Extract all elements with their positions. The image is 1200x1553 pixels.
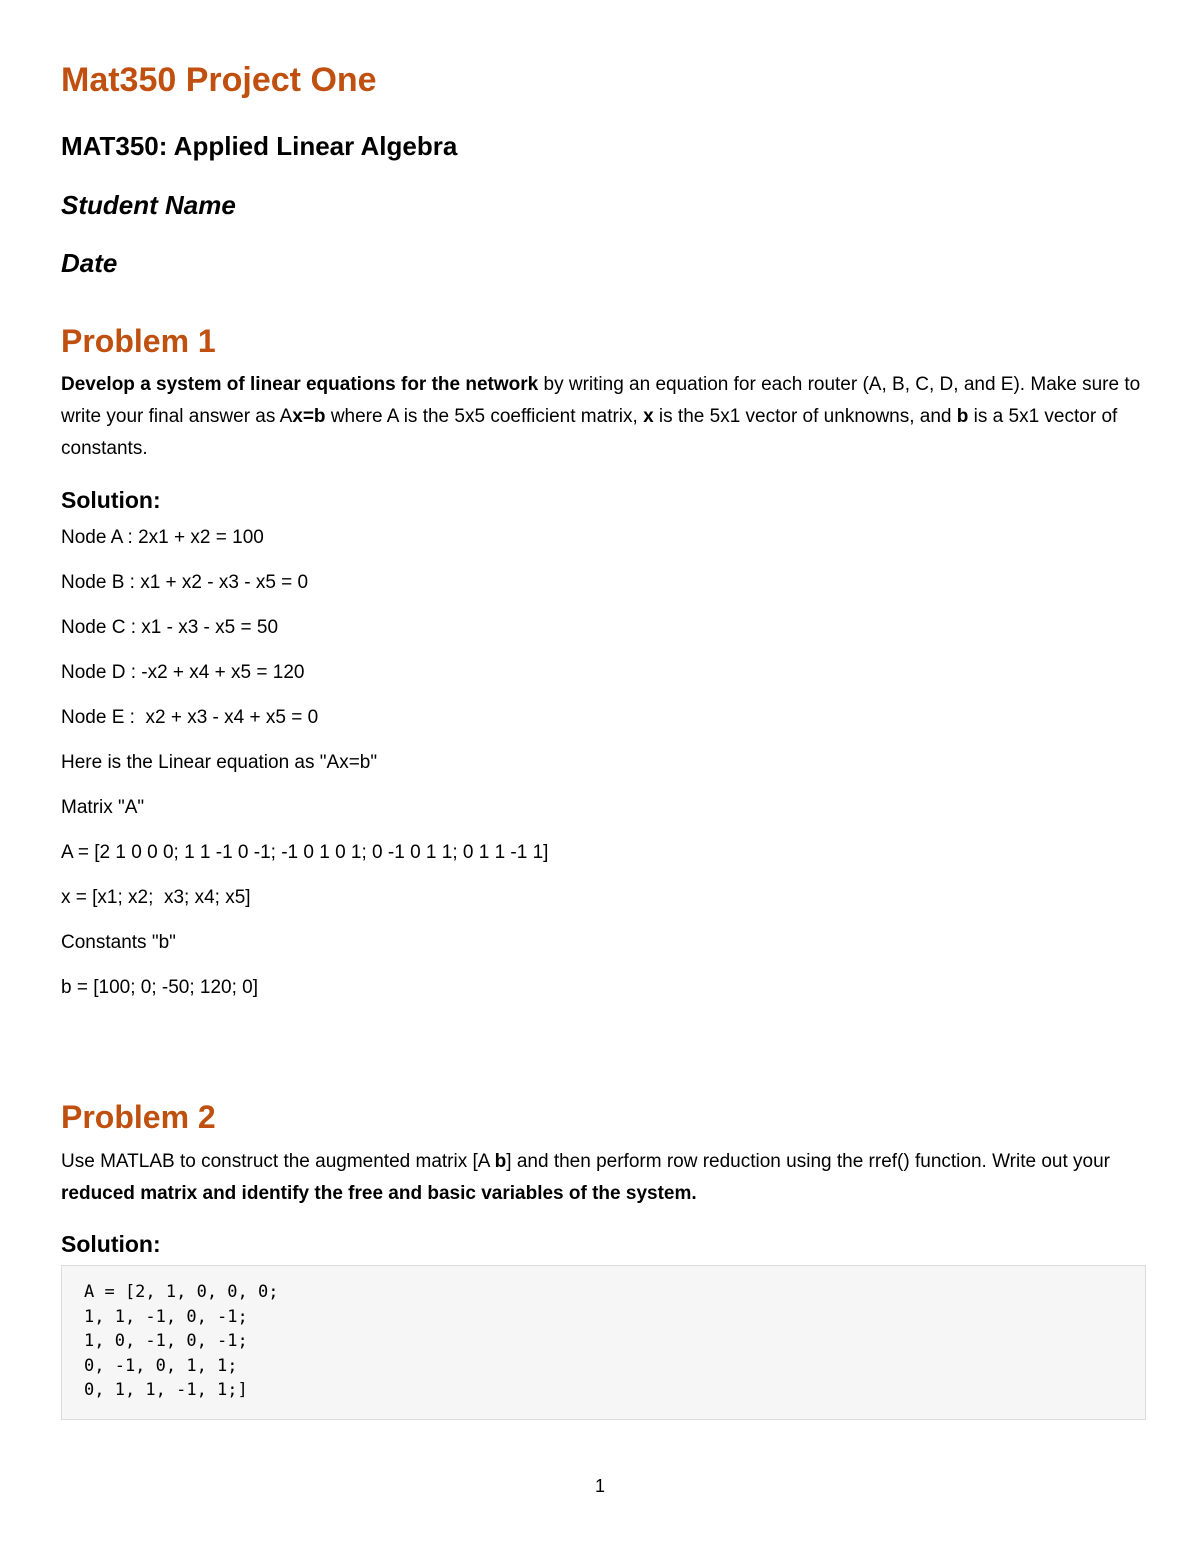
problem-1-prompt [61,369,1141,465]
course-name: MAT350: Applied Linear Algebra [61,131,458,161]
matlab-code-block: A = [2, 1, 0, 0, 0; 1, 1, -1, 0, -1; 1, 0, -1, 0, -1; 0, -1, 0, 1, 1; 0, 1, 1, -1, 1;] [61,1265,1146,1420]
problem-2-solution-heading: Solution: [61,1231,161,1257]
prompt-text: is a 5x1 vector of constants. [61,406,1118,459]
matrix-a-label: Matrix "A" [61,797,145,818]
node-e-equation: Node E : x2 + x3 - x4 + x5 = 0 [61,707,319,728]
prompt-bold: x=b [292,406,326,427]
vector-x-value: x = [x1; x2; x3; x4; x5] [61,887,251,908]
document-title: Mat350 Project One [61,61,377,99]
problem-2-heading: Problem 2 [61,1099,216,1135]
node-d-equation: Node D : -x2 + x4 + x5 = 120 [61,662,305,683]
prompt-text: is the 5x1 vector of unknowns, and [653,406,957,427]
node-b-equation: Node B : x1 + x2 - x3 - x5 = 0 [61,572,309,593]
student-name: Student Name [61,190,236,220]
prompt-bold: Develop a system of linear equations for the network [61,374,539,395]
vector-b-value: b = [100; 0; -50; 120; 0] [61,977,259,998]
prompt-text: where A is the 5x5 coefficient matrix, [325,406,644,427]
prompt-text: ] and then perform row reduction using the rref() function. Write out your [506,1151,1110,1172]
prompt-text: by writing an equation for each router (A, B, C, D, and E). Make sure to write your final answer as A [61,374,1141,427]
prompt-bold: reduced matrix and identify the free and basic variables of the system. [61,1183,697,1204]
matrix-a-value: A = [2 1 0 0 0; 1 1 -1 0 -1; -1 0 1 0 1; 0 -1 0 1 1; 0 1 1 -1 1] [61,842,549,863]
problem-1-solution-heading: Solution: [61,487,161,513]
prompt-bold: b [956,406,969,427]
problem-2-prompt [61,1146,1141,1210]
prompt-text: Use MATLAB to construct the augmented matrix [A [61,1151,495,1172]
prompt-bold: b [494,1151,507,1172]
problem-1-heading: Problem 1 [61,323,216,359]
linear-equation-intro: Here is the Linear equation as "Ax=b" [61,752,378,773]
page-number: 1 [594,1476,605,1496]
node-c-equation: Node C : x1 - x3 - x5 = 50 [61,617,279,638]
date-label: Date [61,248,118,278]
prompt-bold: x [643,406,654,427]
node-a-equation: Node A : 2x1 + x2 = 100 [61,527,264,548]
constants-b-label: Constants "b" [61,932,176,953]
